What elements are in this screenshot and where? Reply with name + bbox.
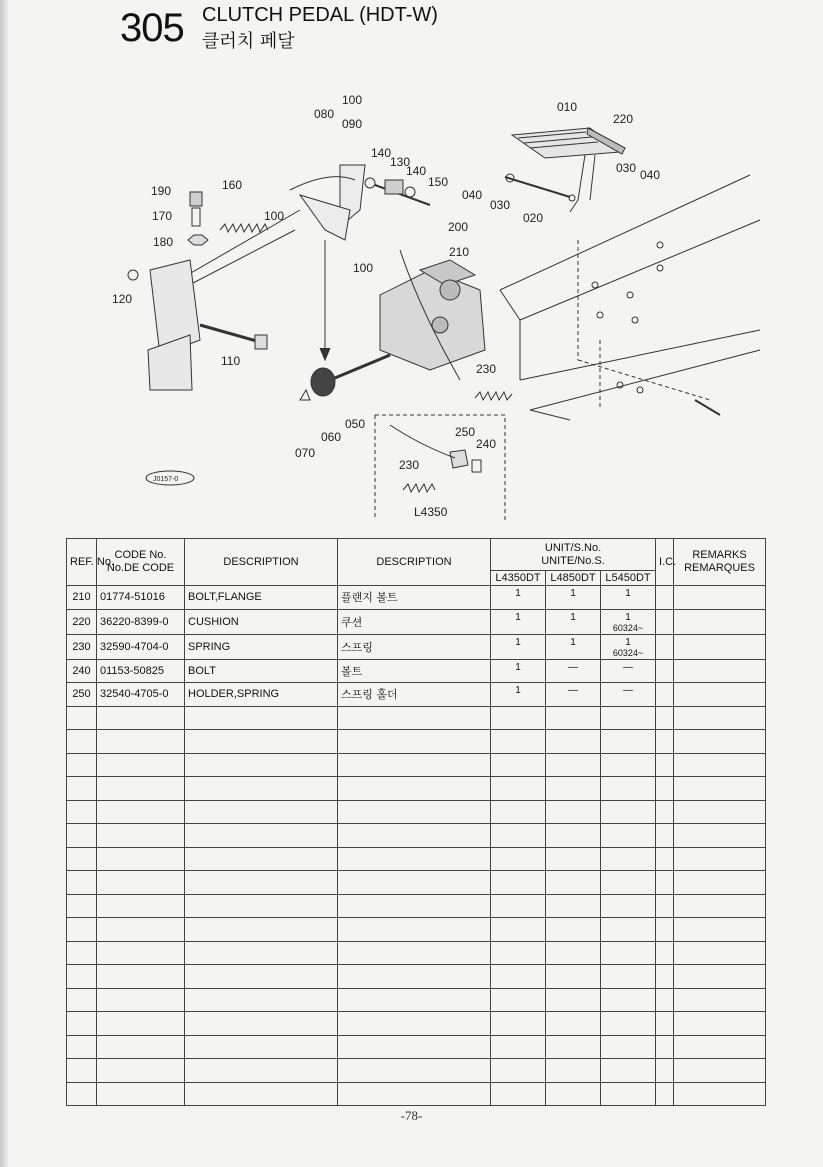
table-row-empty	[67, 1035, 766, 1059]
empty-cell	[338, 706, 491, 730]
empty-cell	[185, 871, 338, 895]
cell-qty-l5450dt	[601, 586, 656, 610]
table-row-empty	[67, 824, 766, 848]
empty-cell	[185, 824, 338, 848]
cell-description-en: SPRING	[185, 634, 338, 659]
empty-cell	[656, 871, 674, 895]
empty-cell	[67, 1035, 97, 1059]
callout-label: 180	[153, 235, 174, 249]
empty-cell	[97, 1035, 185, 1059]
callout-label: 100	[353, 261, 374, 275]
empty-cell	[601, 800, 656, 824]
empty-cell	[338, 824, 491, 848]
empty-cell	[338, 894, 491, 918]
empty-cell	[674, 894, 766, 918]
callout-label: 150	[428, 175, 449, 189]
callout-label: 220	[613, 112, 634, 126]
empty-cell	[185, 1035, 338, 1059]
cell-ic	[656, 634, 674, 659]
page-footer: -78-	[400, 1108, 423, 1123]
cell-qty-l4850dt: 1	[546, 586, 601, 610]
cell-ref-no: 210	[67, 586, 97, 610]
empty-cell	[97, 824, 185, 848]
empty-cell	[185, 777, 338, 801]
cell-remarks	[674, 634, 766, 659]
empty-cell	[546, 918, 601, 942]
empty-cell	[546, 1012, 601, 1036]
empty-cell	[656, 918, 674, 942]
table-row-empty	[67, 777, 766, 801]
col-remarks-fr-label: REMARQUES	[684, 562, 755, 574]
empty-cell	[67, 1012, 97, 1036]
empty-cell	[656, 988, 674, 1012]
empty-cell	[601, 871, 656, 895]
empty-cell	[97, 753, 185, 777]
col-model: L4850DT	[546, 571, 601, 586]
empty-cell	[546, 1059, 601, 1083]
table-row-empty	[67, 1012, 766, 1036]
empty-cell	[97, 730, 185, 754]
empty-cell	[491, 988, 546, 1012]
empty-cell	[491, 706, 546, 730]
empty-cell	[67, 871, 97, 895]
empty-cell	[546, 847, 601, 871]
empty-cell	[601, 1082, 656, 1106]
empty-cell	[97, 871, 185, 895]
cell-qty-l4350dt: 1	[491, 586, 546, 610]
col-description-ko: DESCRIPTION	[338, 539, 491, 586]
empty-cell	[491, 1059, 546, 1083]
qty-value: 1	[625, 636, 631, 648]
empty-cell	[491, 730, 546, 754]
empty-cell	[546, 871, 601, 895]
empty-cell	[656, 800, 674, 824]
empty-cell	[656, 1035, 674, 1059]
cell-qty-l4350dt: 1	[491, 609, 546, 634]
callout-label: 250	[455, 425, 476, 439]
cell-remarks	[674, 683, 766, 707]
table-row-empty	[67, 706, 766, 730]
empty-cell	[601, 706, 656, 730]
cell-remarks	[674, 659, 766, 683]
empty-cell	[601, 1059, 656, 1083]
empty-cell	[546, 777, 601, 801]
empty-cell	[491, 824, 546, 848]
cell-remarks	[674, 586, 766, 610]
callout-label: 170	[152, 209, 173, 223]
empty-cell	[338, 1082, 491, 1106]
empty-cell	[674, 1012, 766, 1036]
empty-cell	[656, 1059, 674, 1083]
parts-table	[66, 538, 766, 1106]
table-row	[67, 634, 766, 659]
callout-label: 210	[449, 245, 470, 259]
empty-cell	[185, 965, 338, 989]
empty-cell	[338, 965, 491, 989]
cell-qty-l5450dt	[601, 683, 656, 707]
col-remarks	[674, 539, 766, 586]
cell-qty-l5450dt	[601, 659, 656, 683]
empty-cell	[185, 730, 338, 754]
callout-label: 070	[295, 446, 316, 460]
empty-cell	[656, 777, 674, 801]
col-description-en: DESCRIPTION	[185, 539, 338, 586]
empty-cell	[67, 730, 97, 754]
callout-label: 050	[345, 417, 366, 431]
empty-cell	[674, 1082, 766, 1106]
empty-cell	[601, 965, 656, 989]
table-row-empty	[67, 988, 766, 1012]
empty-cell	[67, 706, 97, 730]
empty-cell	[674, 918, 766, 942]
table-row-empty	[67, 918, 766, 942]
group-number: 305	[120, 6, 184, 50]
cell-qty-l4850dt: 1	[546, 634, 601, 659]
callout-label: 080	[314, 107, 335, 121]
cell-ic	[656, 683, 674, 707]
empty-cell	[338, 730, 491, 754]
empty-cell	[674, 941, 766, 965]
cell-code-no: 36220-8399-0	[97, 609, 185, 634]
empty-cell	[338, 918, 491, 942]
callout-label: 230	[399, 458, 420, 472]
col-remarks-label: REMARKS	[692, 549, 747, 561]
cell-description-en: CUSHION	[185, 609, 338, 634]
empty-cell	[338, 871, 491, 895]
cell-code-no: 01774-51016	[97, 586, 185, 610]
empty-cell	[185, 753, 338, 777]
callout-label: 140	[406, 164, 427, 178]
callout-label: 090	[342, 117, 363, 131]
empty-cell	[338, 753, 491, 777]
col-ref-no: REF. No.	[67, 539, 97, 586]
empty-cell	[601, 894, 656, 918]
empty-cell	[338, 1059, 491, 1083]
empty-cell	[674, 824, 766, 848]
empty-cell	[491, 1082, 546, 1106]
callout-label: 040	[640, 168, 661, 182]
cell-qty-l4850dt: —	[546, 659, 601, 683]
cell-ref-no: 240	[67, 659, 97, 683]
empty-cell	[546, 894, 601, 918]
cell-ref-no: 220	[67, 609, 97, 634]
col-ic: I.C.	[656, 539, 674, 586]
empty-cell	[67, 1082, 97, 1106]
callout-label: 240	[476, 437, 497, 451]
empty-cell	[338, 800, 491, 824]
col-unit-label: UNIT/S.No.	[544, 541, 602, 554]
empty-cell	[97, 1059, 185, 1083]
empty-cell	[338, 941, 491, 965]
empty-cell	[185, 1012, 338, 1036]
empty-cell	[674, 871, 766, 895]
serial-note: 60324~	[612, 647, 644, 658]
empty-cell	[674, 1035, 766, 1059]
cell-qty-l5450dt	[601, 634, 656, 659]
callout-label: 040	[462, 188, 483, 202]
binding-edge	[0, 0, 8, 1167]
cell-code-no: 01153-50825	[97, 659, 185, 683]
empty-cell	[601, 1035, 656, 1059]
callout-label: 120	[112, 292, 133, 306]
table-row	[67, 659, 766, 683]
cell-description-ko: 플랜지 볼트	[338, 586, 491, 610]
page-title-korean: 클러치 페달	[202, 31, 295, 52]
empty-cell	[601, 824, 656, 848]
table-row	[67, 683, 766, 707]
cell-code-no: 32590-4704-0	[97, 634, 185, 659]
callout-label: 160	[222, 178, 243, 192]
empty-cell	[67, 894, 97, 918]
empty-cell	[546, 824, 601, 848]
empty-cell	[656, 941, 674, 965]
callout-label: 140	[371, 146, 392, 160]
empty-cell	[546, 1035, 601, 1059]
empty-cell	[601, 847, 656, 871]
qty-value: —	[623, 685, 634, 696]
table-row	[67, 609, 766, 634]
empty-cell	[491, 753, 546, 777]
cell-ref-no: 230	[67, 634, 97, 659]
empty-cell	[601, 918, 656, 942]
empty-cell	[97, 777, 185, 801]
empty-cell	[97, 965, 185, 989]
cell-description-ko: 스프링 홀더	[338, 683, 491, 707]
empty-cell	[67, 753, 97, 777]
empty-cell	[656, 847, 674, 871]
empty-cell	[185, 894, 338, 918]
empty-cell	[185, 1082, 338, 1106]
empty-cell	[546, 941, 601, 965]
drawing-stamp: J0157-0	[153, 476, 179, 483]
empty-cell	[67, 847, 97, 871]
col-unit-fr-label: UNITE/No.S.	[541, 554, 605, 567]
qty-value: 1	[625, 588, 631, 599]
empty-cell	[97, 1012, 185, 1036]
table-row-empty	[67, 894, 766, 918]
col-code-no-label: CODE No.	[114, 549, 167, 561]
cell-description-ko: 쿠션	[338, 609, 491, 634]
empty-cell	[546, 753, 601, 777]
page-title: CLUTCH PEDAL (HDT-W)	[202, 4, 438, 26]
empty-cell	[674, 777, 766, 801]
cell-ic	[656, 586, 674, 610]
callout-label: 060	[321, 430, 342, 444]
callout-label: 230	[476, 362, 497, 376]
empty-cell	[656, 730, 674, 754]
empty-cell	[97, 988, 185, 1012]
empty-cell	[97, 1082, 185, 1106]
empty-cell	[338, 847, 491, 871]
col-code-no-de-label: No.DE CODE	[106, 562, 175, 574]
cell-ic	[656, 609, 674, 634]
col-unit	[491, 539, 656, 571]
table-row-empty	[67, 965, 766, 989]
cell-qty-l4850dt: 1	[546, 609, 601, 634]
empty-cell	[546, 988, 601, 1012]
empty-cell	[546, 1082, 601, 1106]
callout-label: 190	[151, 184, 172, 198]
empty-cell	[185, 800, 338, 824]
empty-cell	[601, 777, 656, 801]
cell-ic	[656, 659, 674, 683]
serial-note: 60324~	[612, 622, 644, 633]
cell-description-en: HOLDER,SPRING	[185, 683, 338, 707]
empty-cell	[97, 800, 185, 824]
inset-label: L4350	[414, 505, 448, 519]
empty-cell	[97, 941, 185, 965]
callout-label: 030	[616, 161, 637, 175]
parts-table-body	[67, 586, 766, 1106]
cell-ref-no: 250	[67, 683, 97, 707]
empty-cell	[546, 965, 601, 989]
empty-cell	[67, 965, 97, 989]
empty-cell	[674, 730, 766, 754]
table-row-empty	[67, 753, 766, 777]
empty-cell	[674, 965, 766, 989]
qty-value: 1	[625, 611, 631, 623]
empty-cell	[491, 918, 546, 942]
callout-label: 020	[523, 211, 544, 225]
callout-label: 010	[557, 100, 578, 114]
empty-cell	[185, 918, 338, 942]
empty-cell	[546, 730, 601, 754]
empty-cell	[546, 706, 601, 730]
empty-cell	[185, 1059, 338, 1083]
empty-cell	[338, 1012, 491, 1036]
empty-cell	[67, 824, 97, 848]
empty-cell	[491, 1035, 546, 1059]
exploded-parts-diagram	[100, 80, 765, 525]
empty-cell	[546, 800, 601, 824]
empty-cell	[491, 1012, 546, 1036]
empty-cell	[601, 730, 656, 754]
empty-cell	[674, 847, 766, 871]
table-row-empty	[67, 730, 766, 754]
table-row-empty	[67, 871, 766, 895]
empty-cell	[491, 965, 546, 989]
empty-cell	[491, 894, 546, 918]
callout-label: 100	[342, 93, 363, 107]
empty-cell	[491, 847, 546, 871]
cell-description-en: BOLT	[185, 659, 338, 683]
empty-cell	[601, 941, 656, 965]
cell-description-en: BOLT,FLANGE	[185, 586, 338, 610]
empty-cell	[674, 706, 766, 730]
callout-label: 130	[390, 155, 411, 169]
empty-cell	[67, 777, 97, 801]
empty-cell	[656, 894, 674, 918]
empty-cell	[674, 800, 766, 824]
empty-cell	[656, 706, 674, 730]
empty-cell	[674, 988, 766, 1012]
qty-value: —	[623, 661, 634, 673]
empty-cell	[338, 777, 491, 801]
empty-cell	[656, 1082, 674, 1106]
table-row-empty	[67, 800, 766, 824]
col-code-no	[97, 539, 185, 586]
empty-cell	[674, 1059, 766, 1083]
callout-label: 100	[264, 209, 285, 223]
callout-label: 030	[490, 198, 511, 212]
table-row	[67, 586, 766, 610]
empty-cell	[97, 894, 185, 918]
empty-cell	[601, 988, 656, 1012]
cell-qty-l4350dt: 1	[491, 683, 546, 707]
empty-cell	[338, 1035, 491, 1059]
empty-cell	[97, 918, 185, 942]
empty-cell	[656, 824, 674, 848]
empty-cell	[185, 706, 338, 730]
cell-description-ko: 볼트	[338, 659, 491, 683]
cell-qty-l4850dt: —	[546, 683, 601, 707]
empty-cell	[67, 988, 97, 1012]
table-row-empty	[67, 941, 766, 965]
empty-cell	[656, 753, 674, 777]
empty-cell	[67, 800, 97, 824]
callout-label: 110	[221, 354, 241, 368]
cell-qty-l4350dt: 1	[491, 634, 546, 659]
cell-code-no: 32540-4705-0	[97, 683, 185, 707]
empty-cell	[338, 988, 491, 1012]
empty-cell	[97, 706, 185, 730]
empty-cell	[67, 1059, 97, 1083]
table-row-empty	[67, 1059, 766, 1083]
empty-cell	[601, 1012, 656, 1036]
empty-cell	[491, 777, 546, 801]
empty-cell	[656, 965, 674, 989]
empty-cell	[185, 941, 338, 965]
empty-cell	[656, 1012, 674, 1036]
empty-cell	[67, 941, 97, 965]
empty-cell	[491, 871, 546, 895]
empty-cell	[185, 847, 338, 871]
col-model: L5450DT	[601, 571, 656, 586]
cell-description-ko: 스프링	[338, 634, 491, 659]
empty-cell	[491, 941, 546, 965]
empty-cell	[491, 800, 546, 824]
col-model: L4350DT	[491, 571, 546, 586]
empty-cell	[67, 918, 97, 942]
empty-cell	[674, 753, 766, 777]
table-row-empty	[67, 847, 766, 871]
callout-label: 200	[448, 220, 469, 234]
cell-qty-l5450dt	[601, 609, 656, 634]
cell-qty-l4350dt: 1	[491, 659, 546, 683]
empty-cell	[185, 988, 338, 1012]
empty-cell	[601, 753, 656, 777]
cell-remarks	[674, 609, 766, 634]
empty-cell	[97, 847, 185, 871]
table-row-empty	[67, 1082, 766, 1106]
